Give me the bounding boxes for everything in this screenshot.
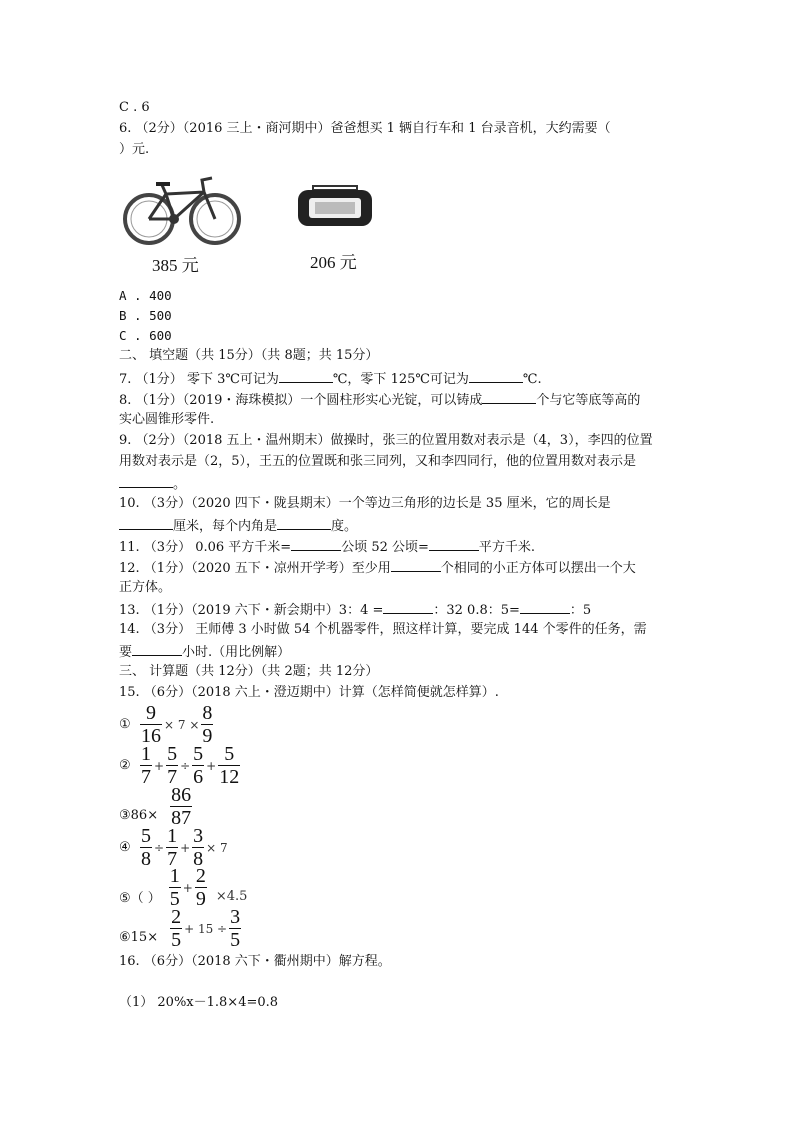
q15-expression-1: ① $\frac{9}{16}$ × 7 × $\frac{8}{9}$ <box>119 702 213 747</box>
bicycle-price: 385 元 <box>152 256 199 275</box>
q9-question-line2: 用数对表示是（2，5），王五的位置既和张三同列，又和李四同行，他的位置用数对表示是 <box>119 454 637 469</box>
q13-question: 13. （1分）（2019 六下・新会期中）3：4 = ：32 0.8：5= ：5 <box>119 603 592 618</box>
q16-title: 16. （6分）（2018 六下・衢州期中）解方程。 <box>119 954 391 969</box>
answer-blank[interactable] <box>391 559 441 572</box>
q10-question-line2: 厘米，每个内角是 度。 <box>119 517 357 535</box>
q8-question-line2: 实心圆锥形零件. <box>119 412 215 427</box>
tape-recorder-price: 206 元 <box>310 253 357 272</box>
answer-blank[interactable] <box>429 538 479 551</box>
q9-question-line1: 9. （2分）（2018 五上・温州期末）做操时，张三的位置用数对表示是（4，3），李四的位置 <box>119 433 653 448</box>
q16-part-1: （1） 20%x－1.8×4=0.8 <box>119 995 279 1010</box>
q15-title: 15. （6分）（2018 六上・澄迈期中）计算（怎样简便就怎样算）. <box>119 685 499 700</box>
section-2-title: 二、 填空题（共 15分）（共 8题；共 15分） <box>119 348 379 363</box>
q8-question-line1: 8. （1分）（2019・海珠模拟）一个圆柱形实心光锭，可以铸成 个与它等底等高的 <box>119 393 641 408</box>
q6-option-a: A . 400 <box>119 288 172 303</box>
q5-option-c: C . 6 <box>119 100 150 115</box>
q10-question-line1: 10. （3分）（2020 四下・陇县期末）一个等边三角形的边长是 35 厘米，它的周长是 <box>119 496 611 511</box>
q11-question: 11. （3分） 0.06 平方千米= 公顷 52 公顷= 平方千米. <box>119 540 536 555</box>
q15-expression-4: ④ $\frac{5}{8}$ ÷ $\frac{1}{7}$ + $\frac{3}{8}$ × 7 <box>119 825 228 870</box>
answer-blank[interactable] <box>291 538 341 551</box>
answer-blank[interactable] <box>132 643 182 656</box>
q15-expression-6: ⑥15× $\frac{2}{5}$ + 15 ÷ $\frac{3}{5}$ <box>119 906 241 951</box>
q14-question-line1: 14. （3分） 王师傅 3 小时做 54 个机器零件，照这样计算，要完成 144 个零件的任务，需 <box>119 622 647 637</box>
q15-expression-5: ⑤（ ） $\frac{1}{5}$ + $\frac{2}{9}$ ×4.5 <box>119 865 248 910</box>
answer-blank[interactable] <box>482 391 536 404</box>
answer-blank[interactable] <box>277 517 331 530</box>
q7-question: 7. （1分） 零下 3℃可记为 ℃，零下 125℃可记为 ℃. <box>119 372 542 387</box>
answer-blank[interactable] <box>520 601 570 614</box>
q6-question-line2: ）元. <box>119 142 150 157</box>
q15-expression-2: ② $\frac{1}{7}$ + $\frac{5}{7}$ ÷ $\frac{5}{6}$ + $\frac{5}{12}$ <box>119 743 240 788</box>
answer-blank[interactable] <box>279 370 333 383</box>
answer-blank[interactable] <box>469 370 523 383</box>
answer-blank[interactable] <box>119 475 173 488</box>
q6-option-b: B . 500 <box>119 308 172 323</box>
answer-blank[interactable] <box>383 601 433 614</box>
q15-expression-3: ③86× $\frac{86}{87}$ <box>119 784 192 829</box>
q6-question-line1: 6. （2分）（2016 三上・商河期中）爸爸想买 1 辆自行车和 1 台录音机，大约需要（ <box>119 121 611 136</box>
section-3-title: 三、 计算题（共 12分）（共 2题；共 12分） <box>119 664 379 679</box>
q12-question-line1: 12. （1分）（2020 五下・凉州开学考）至少用 个相同的小正方体可以摆出一个大 <box>119 561 636 576</box>
bicycle-image <box>122 172 244 246</box>
q12-question-line2: 正方体。 <box>119 580 172 595</box>
q14-question-line2: 要 小时.（用比例解） <box>119 645 291 660</box>
q6-option-c: C . 600 <box>119 328 172 343</box>
answer-blank[interactable] <box>119 517 173 530</box>
q9-question-line3: 。 <box>119 475 186 493</box>
tape-recorder-image <box>295 182 375 230</box>
